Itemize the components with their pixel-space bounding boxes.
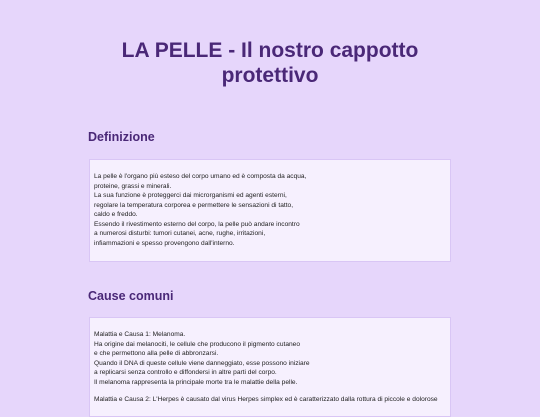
causes-line: Il melanoma rappresenta la principale morte tra le malattie della pelle.	[94, 378, 298, 386]
causes-line: Quando il DNA di queste cellule viene danneggiato, esse possono iniziare	[94, 359, 310, 367]
definition-line: infiammazioni e spesso provengono dall'interno.	[94, 239, 235, 247]
definition-line: proteine, grassi e minerali.	[94, 182, 172, 190]
section-heading-definizione: Definizione	[88, 130, 155, 144]
definition-line: a numerosi disturbi: tumori cutanei, acne, rughe, irritazioni,	[94, 230, 266, 237]
causes-card	[89, 317, 451, 417]
section-heading-cause-comuni: Cause comuni	[88, 289, 174, 303]
causes-line: Ha origine dai melanociti, le cellule che producono il pigmento cutaneo	[94, 340, 300, 348]
page-title-line-2: protettivo	[221, 64, 319, 87]
page-title	[0, 38, 540, 88]
causes-line: e che permettono alla pelle di abbronzarsi.	[94, 350, 219, 357]
definition-card	[89, 159, 451, 262]
causes-line: Malattia e Causa 2: L'Herpes è causato dal virus Herpes simplex ed è caratterizzato dalla rottura di piccole e dolorose	[94, 396, 438, 403]
definition-line: La pelle è l'organo più esteso del corpo umano ed è composta da acqua,	[94, 173, 307, 180]
page-title-line-1: LA PELLE - Il nostro cappotto	[121, 39, 419, 62]
causes-line: Malattia e Causa 1: Melanoma.	[94, 331, 186, 338]
paragraph-gap	[94, 387, 446, 395]
definition-line: La sua funzione è proteggerci dai microrganismi ed agenti esterni,	[94, 192, 287, 199]
definition-line: regolare la temperatura corporea e permettere le sensazioni di tatto,	[94, 201, 294, 209]
causes-line: a replicarsi senza controllo e diffondersi in altre parti del corpo.	[94, 369, 277, 376]
definition-line: Essendo il rivestimento esterno del corpo, la pelle può andare incontro	[94, 220, 300, 228]
definition-line: caldo e freddo.	[94, 211, 138, 218]
